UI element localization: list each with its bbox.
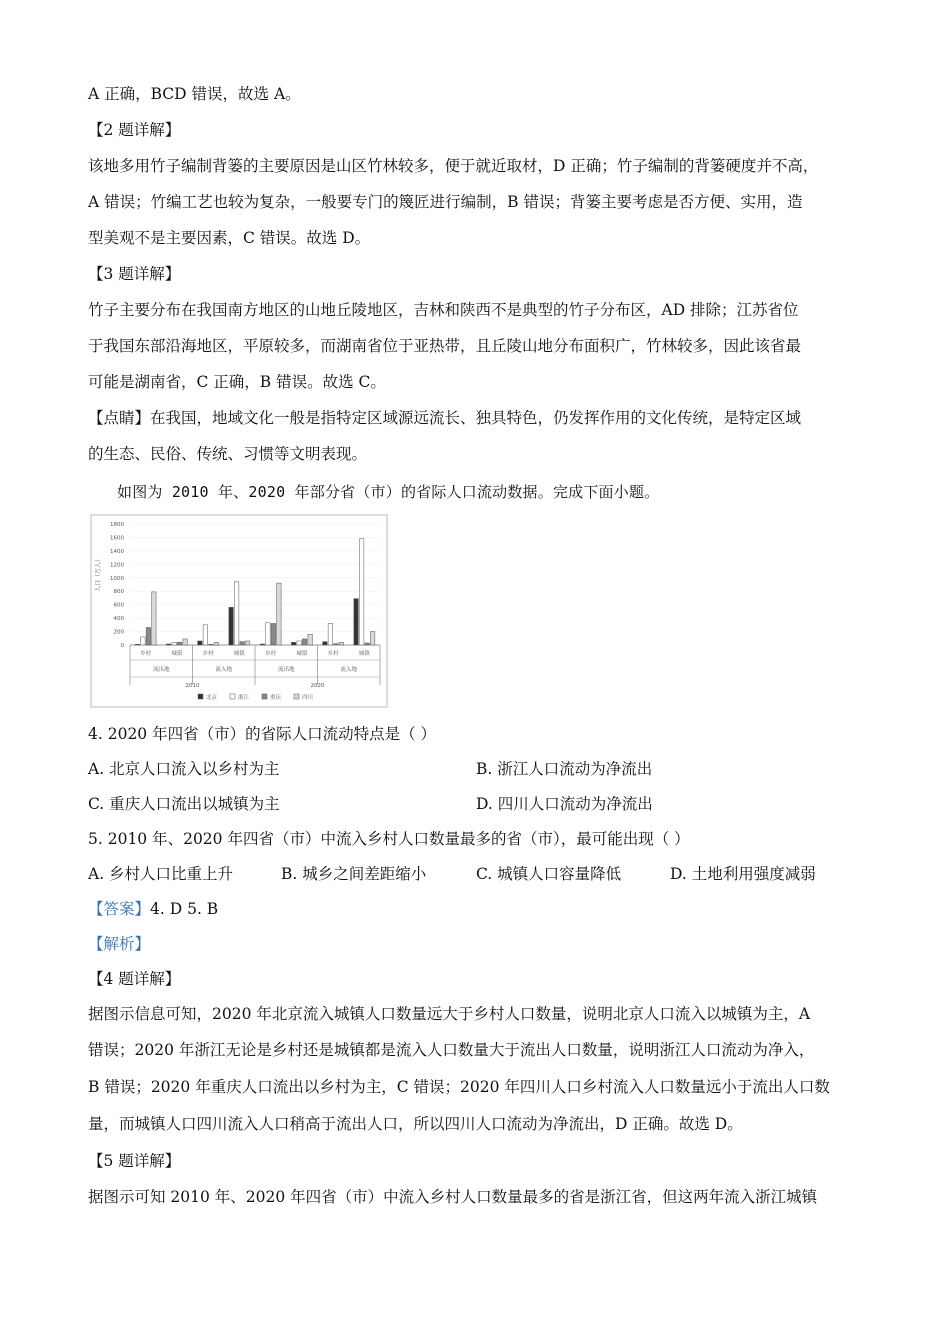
- question-4: 4. 2020 年四省（市）的省际人口流动特点是（ ）: [88, 725, 437, 743]
- bar-四川: [370, 632, 375, 645]
- bar-重庆: [271, 623, 276, 645]
- y-tick-label: 1400: [110, 548, 124, 555]
- bar-浙江: [203, 625, 208, 645]
- bar-四川: [277, 583, 282, 645]
- q2-detail-heading: 【2 题详解】: [88, 121, 181, 139]
- q4-option-d: D. 四川人口流动为净流出: [476, 795, 653, 813]
- bar-四川: [245, 641, 250, 645]
- bar-北京: [135, 644, 140, 645]
- tip-text: 【点睛】在我国，地域文化一般是指特定区域源远流长、独具特色，仍发挥作用的文化传统，是特定区域: [88, 409, 802, 427]
- category-label: 乡村: [140, 651, 152, 657]
- y-tick-label: 1600: [110, 535, 124, 542]
- legend-swatch: [198, 694, 203, 699]
- bar-浙江: [172, 642, 177, 645]
- y-tick-label: 1200: [110, 562, 124, 569]
- q2-detail-text: A 错误；竹编工艺也较为复杂，一般要专门的篾匠进行编制，B 错误；背篓主要考虑是否方便、实用，造: [88, 193, 803, 211]
- bar-重庆: [177, 642, 182, 645]
- y-axis-label: 人口（万人）: [95, 555, 102, 593]
- q4-detail-text: 量，而城镇人口四川流入人口稍高于流出人口，所以四川人口流动为净流出，D 正确。故选 D。: [88, 1115, 743, 1133]
- legend-swatch: [262, 694, 267, 699]
- y-tick-label: 600: [113, 602, 124, 609]
- y-tick-label: 1000: [110, 575, 124, 582]
- q5-detail-text: 据图示可知 2010 年、2020 年四省（市）中流入乡村人口数量最多的省是浙江省，但这两年流入浙江城镇: [88, 1188, 818, 1206]
- chart-svg: [90, 514, 388, 708]
- bar-四川: [214, 642, 219, 645]
- answer-text: 4. D 5. B: [150, 900, 219, 918]
- category-label: 城镇: [358, 651, 370, 657]
- bar-重庆: [240, 642, 245, 645]
- bar-浙江: [141, 637, 146, 645]
- legend-label: 四川: [302, 695, 314, 701]
- answer-line: [88, 899, 218, 919]
- q3-detail-text: 竹子主要分布在我国南方地区的山地丘陵地区，吉林和陕西不是典型的竹子分布区，AD 排除；江苏省位: [88, 301, 799, 319]
- bar-四川: [339, 642, 344, 645]
- category-label: 城镇: [171, 651, 183, 657]
- bar-浙江: [359, 539, 364, 645]
- legend-swatch: [230, 694, 235, 699]
- legend-swatch: [294, 694, 299, 699]
- population-flow-chart: [90, 514, 388, 708]
- q3-detail-text: 可能是湖南省，C 正确，B 错误。故选 C。: [88, 373, 386, 391]
- q5-option-a: A. 乡村人口比重上升: [88, 865, 234, 883]
- y-tick-label: 1800: [110, 522, 124, 528]
- year-label: 2010: [185, 683, 200, 689]
- y-tick-label: 800: [113, 589, 124, 596]
- bar-四川: [183, 639, 188, 645]
- bar-浙江: [266, 623, 271, 645]
- y-tick-label: 0: [120, 643, 124, 649]
- q4-detail-text: B 错误；2020 年重庆人口流出以乡村为主，C 错误；2020 年四川人口乡村流入人口数量远小于流出人口数: [88, 1078, 830, 1096]
- bar-浙江: [297, 641, 302, 645]
- bar-浙江: [234, 582, 239, 645]
- bar-重庆: [209, 644, 214, 645]
- question-intro: 如图为 2010 年、2020 年部分省（市）的省际人口流动数据。完成下面小题。: [117, 483, 660, 501]
- category-label: 乡村: [327, 651, 339, 657]
- answer-line-1: A 正确，BCD 错误，故选 A。: [88, 85, 301, 103]
- bar-重庆: [334, 644, 339, 645]
- q4-option-a: A. 北京人口流入以乡村为主: [88, 760, 280, 778]
- q5-option-b: B. 城乡之间差距缩小: [281, 865, 427, 883]
- flow-label: 流出地: [152, 667, 170, 673]
- q4-detail-text: 错误；2020 年浙江无论是乡村还是城镇都是流入人口数量大于流出人口数量，说明浙江人口流动为净入，: [88, 1041, 815, 1059]
- y-tick-label: 400: [113, 616, 124, 623]
- category-label: 城镇: [233, 651, 245, 657]
- flow-label: 流入地: [215, 667, 233, 673]
- flow-label: 流入地: [340, 667, 358, 673]
- bar-重庆: [365, 643, 370, 645]
- legend-label: 北京: [206, 695, 218, 701]
- analysis-label: 【解析】: [88, 935, 151, 953]
- bar-重庆: [302, 639, 307, 645]
- y-tick-label: 200: [113, 629, 124, 636]
- category-label: 乡村: [202, 651, 214, 657]
- q4-detail-text: 据图示信息可知，2020 年北京流入城镇人口数量远大于乡村人口数量，说明北京人口流入以城镇为主，A: [88, 1005, 811, 1023]
- q5-option-c: C. 城镇人口容量降低: [476, 865, 622, 883]
- bar-北京: [291, 642, 296, 645]
- q3-detail-text: 于我国东部沿海地区，平原较多，而湖南省位于亚热带，且丘陵山地分布面积广，竹林较多，因此该省最: [88, 337, 802, 355]
- bar-北京: [166, 644, 171, 645]
- q2-detail-text: 型美观不是主要因素，C 错误。故选 D。: [88, 229, 371, 247]
- flow-label: 流出地: [277, 667, 295, 673]
- bar-浙江: [328, 623, 333, 645]
- q4-detail-heading: 【4 题详解】: [88, 970, 181, 988]
- bar-四川: [308, 634, 313, 645]
- q5-option-d: D. 土地利用强度减弱: [670, 865, 816, 883]
- year-label: 2020: [310, 683, 325, 689]
- tip-text: 的生态、民俗、传统、习惯等文明表现。: [88, 445, 368, 463]
- question-5: 5. 2010 年、2020 年四省（市）中流入乡村人口数量最多的省（市），最可能出现（ ）: [88, 830, 690, 848]
- bar-北京: [229, 607, 234, 645]
- bar-四川: [152, 592, 157, 645]
- bar-北京: [260, 644, 265, 645]
- q5-detail-heading: 【5 题详解】: [88, 1152, 181, 1170]
- bar-重庆: [146, 628, 151, 645]
- category-label: 城镇: [296, 651, 308, 657]
- category-label: 乡村: [265, 651, 277, 657]
- q4-option-c: C. 重庆人口流出以城镇为主: [88, 795, 280, 813]
- legend-label: 重庆: [270, 695, 282, 701]
- bar-北京: [198, 641, 203, 645]
- answer-label: 【答案】: [88, 900, 151, 918]
- bar-北京: [323, 642, 328, 645]
- legend-label: 浙江: [238, 695, 250, 701]
- q2-detail-text: 该地多用竹子编制背篓的主要原因是山区竹林较多，便于就近取材，D 正确；竹子编制的背篓硬度并不高，: [88, 157, 819, 175]
- q4-option-b: B. 浙江人口流动为净流出: [476, 760, 653, 778]
- q3-detail-heading: 【3 题详解】: [88, 265, 181, 283]
- bar-北京: [354, 599, 359, 645]
